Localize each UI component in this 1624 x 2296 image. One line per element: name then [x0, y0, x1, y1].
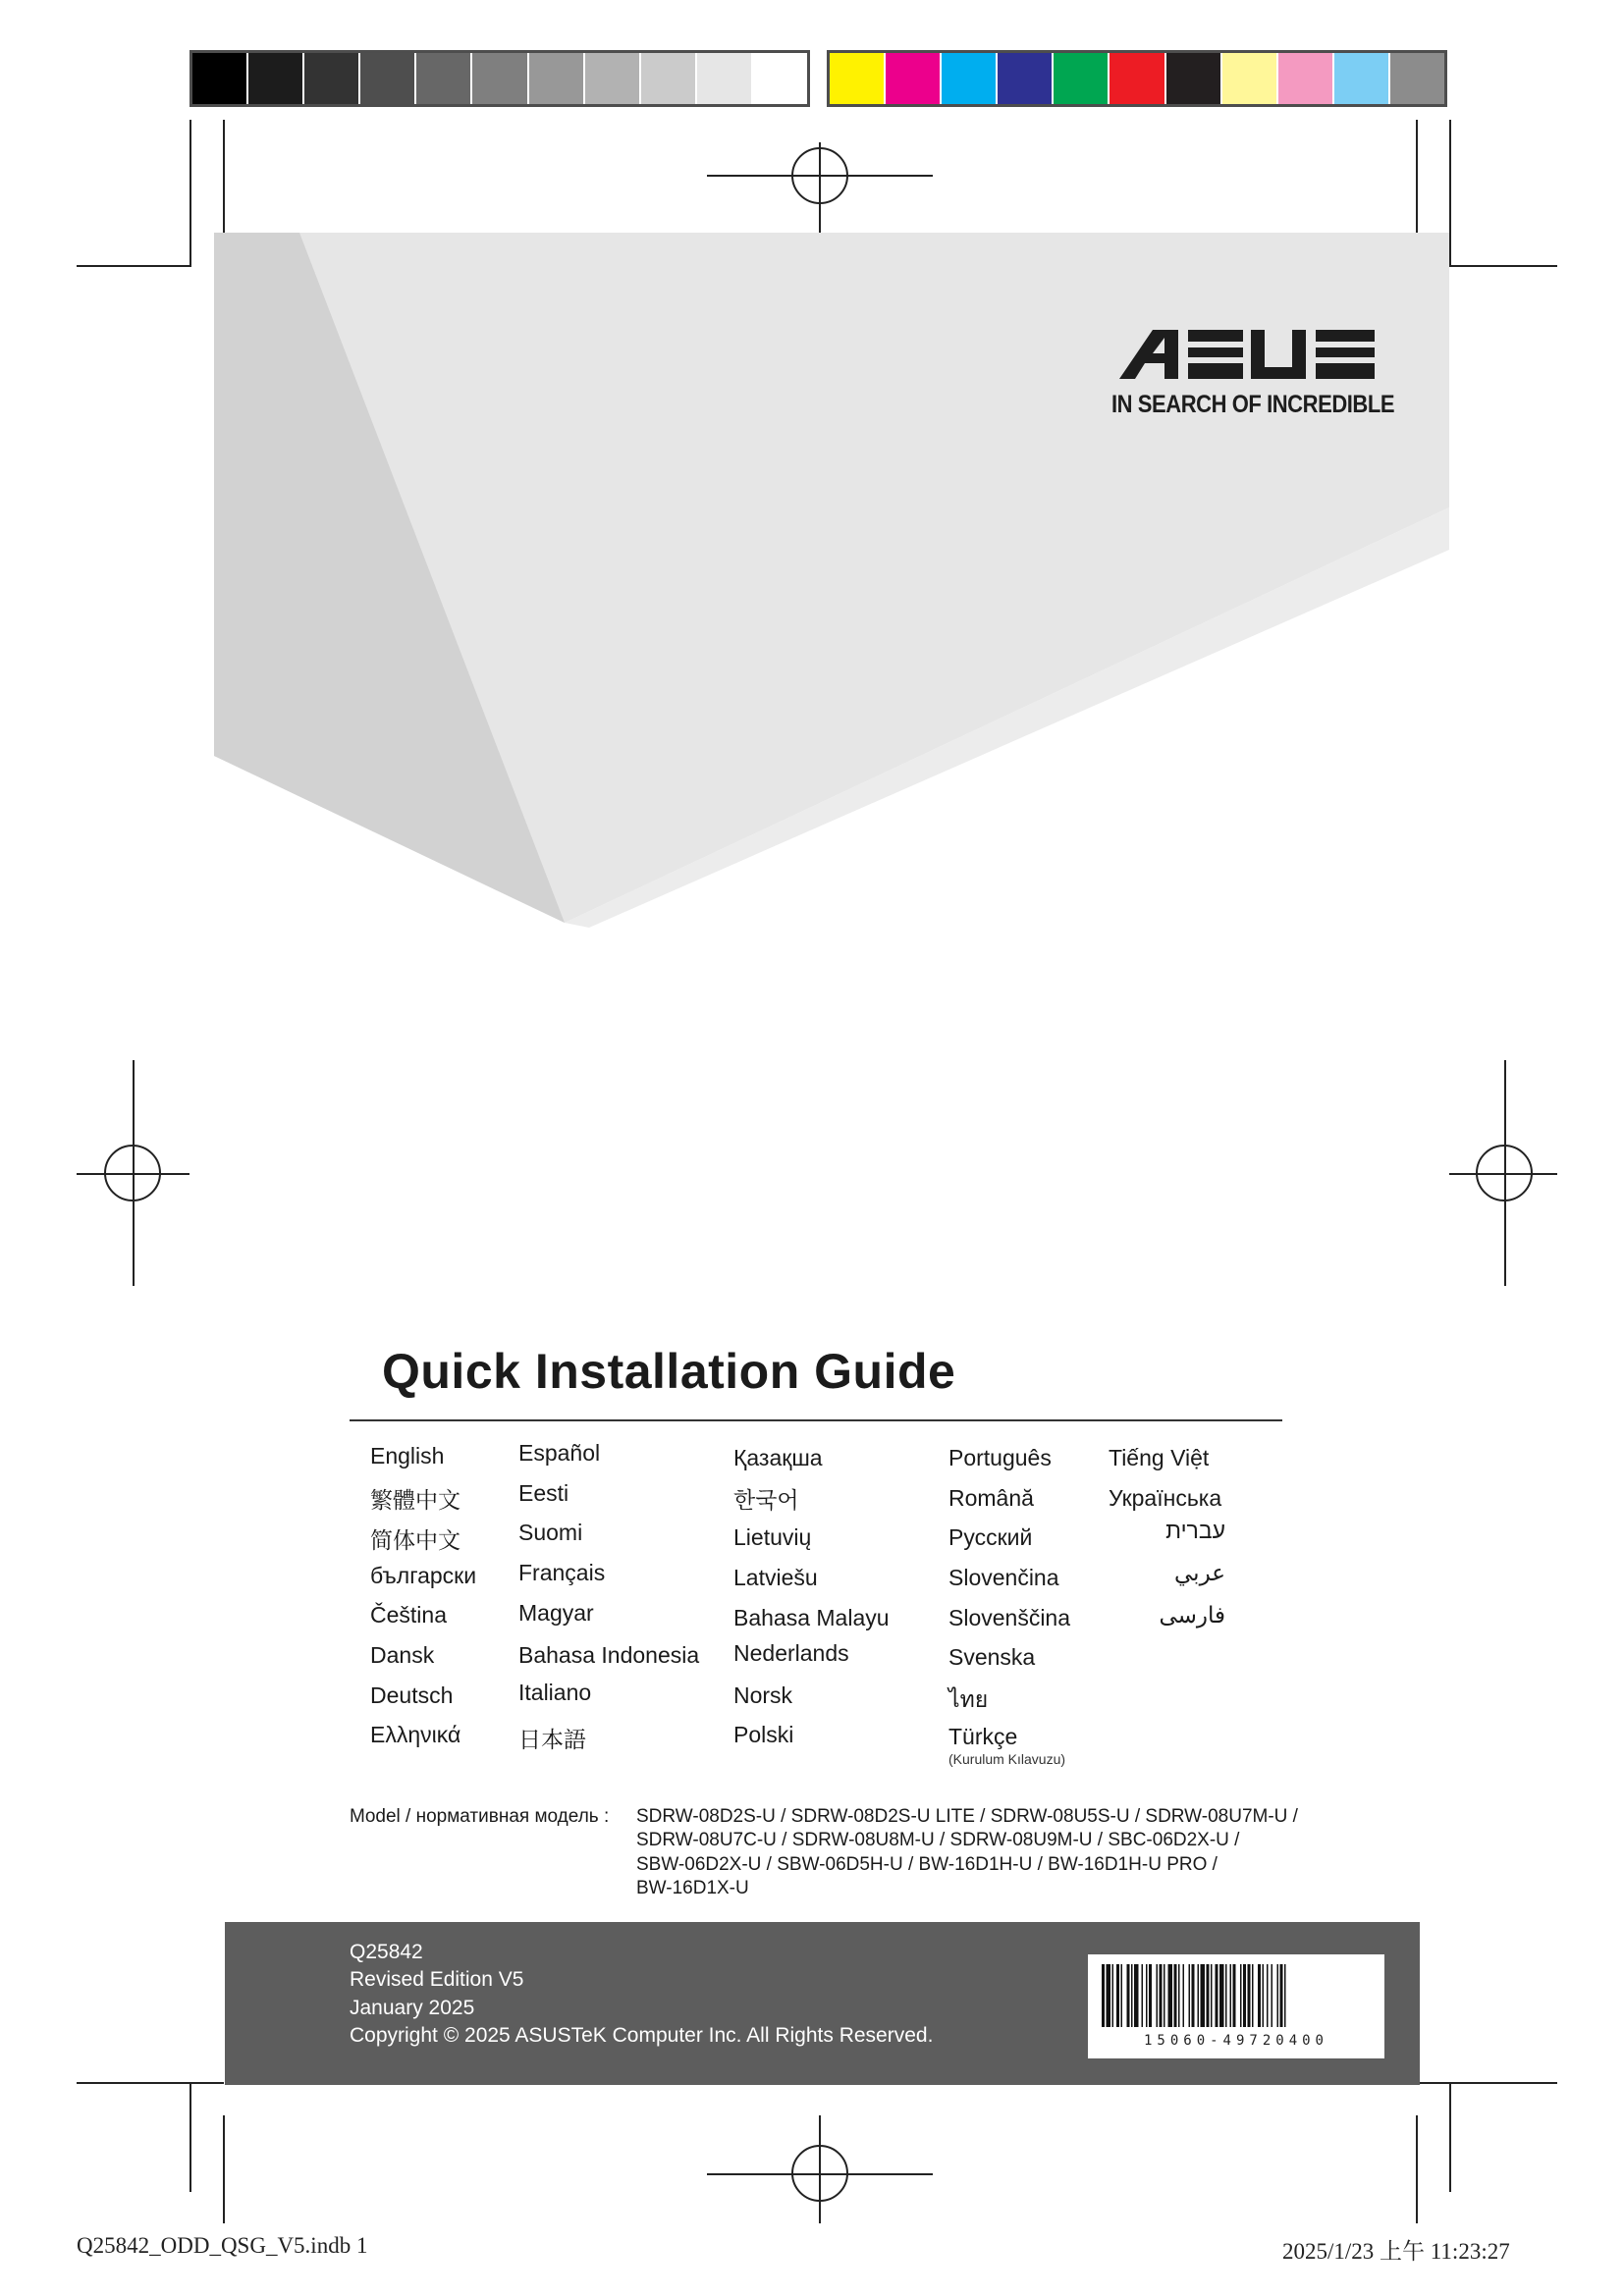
lang-cs: Čeština [370, 1602, 447, 1628]
lang-sl: Slovenščina [948, 1605, 1071, 1630]
lang-id: Bahasa Indonesia [518, 1642, 700, 1668]
lang-ru: Русский [948, 1524, 1033, 1550]
edition-label: Revised Edition V5 [350, 1968, 524, 1991]
lang-el: Ελληνικά [370, 1722, 461, 1747]
barcode-bar [1219, 1964, 1224, 2027]
lang-et: Eesti [518, 1480, 569, 1506]
lang-fi: Suomi [518, 1520, 583, 1545]
barcode-bar [1102, 1964, 1105, 2027]
barcode-bar [1107, 1964, 1111, 2027]
barcode-bar [1277, 1964, 1279, 2027]
barcode-bar [1142, 1964, 1144, 2027]
lang-ko: 한국어 [733, 1487, 799, 1513]
barcode-bar [1207, 1964, 1210, 2027]
model-line-2: SDRW-08U7C-U / SDRW-08U8M-U / SDRW-08U9M-U / SBC-06D2X-U / [636, 1830, 1240, 1850]
lang-tr-note: (Kurulum Kılavuzu) [948, 1751, 1066, 1767]
barcode-bar [1248, 1964, 1251, 2027]
page-title: Quick Installation Guide [382, 1344, 956, 1399]
lang-lv: Latviešu [733, 1565, 818, 1590]
barcode-bar [1112, 1964, 1114, 2027]
barcode-bar [1216, 1964, 1218, 2027]
barcode-digits: 15060-49720400 [1143, 2033, 1328, 2049]
barcode-bar [1168, 1964, 1173, 2027]
barcode-bar [1189, 1964, 1191, 2027]
barcode-bar [1233, 1964, 1236, 2027]
barcode-bar [1178, 1964, 1180, 2027]
lang-sk: Slovenčina [948, 1565, 1059, 1590]
barcode-bar [1267, 1964, 1269, 2027]
barcode-bar [1198, 1964, 1200, 2027]
barcode-bar [1160, 1964, 1163, 2027]
barcode-bar [1243, 1964, 1246, 2027]
barcode-bar [1230, 1964, 1232, 2027]
print-slug-timestamp: 2025/1/23 上午 11:23:27 [1282, 2239, 1510, 2264]
lang-uk: Українська [1109, 1485, 1222, 1511]
lang-zh-cn: 简体中文 [370, 1527, 460, 1553]
print-slug-file: Q25842_ODD_QSG_V5.indb 1 [77, 2233, 368, 2258]
model-line-4: BW-16D1X-U [636, 1878, 749, 1898]
lang-it: Italiano [518, 1680, 592, 1705]
lang-tr: Türkçe [948, 1724, 1018, 1749]
lang-da: Dansk [370, 1642, 435, 1668]
lang-no: Norsk [733, 1682, 793, 1708]
barcode-bar [1116, 1964, 1119, 2027]
barcode-bar [1284, 1964, 1286, 2027]
brand-tagline: IN SEARCH OF INCREDIBLE [1111, 391, 1395, 418]
barcode-bar [1252, 1964, 1254, 2027]
barcode-bars [1088, 1954, 1384, 2033]
lang-fa: فارسی [1159, 1602, 1225, 1628]
lang-ms: Bahasa Malayu [733, 1605, 890, 1630]
barcode-bar [1272, 1964, 1273, 2027]
lang-hu: Magyar [518, 1600, 594, 1626]
lang-he: עברית [1165, 1518, 1225, 1543]
lang-bg: български [370, 1563, 477, 1588]
barcode-bar [1134, 1964, 1139, 2027]
barcode-bar [1157, 1964, 1159, 2027]
cover-graphic [0, 0, 1624, 942]
barcode-bar [1211, 1964, 1213, 2027]
barcode-bar [1149, 1964, 1152, 2027]
barcode [1088, 1954, 1384, 2058]
lang-zh-tw: 繁體中文 [370, 1487, 460, 1513]
lang-pt: Português [948, 1445, 1052, 1470]
lang-ar: عربي [1174, 1560, 1225, 1585]
lang-lt: Lietuvių [733, 1524, 812, 1550]
lang-fr: Français [518, 1560, 606, 1585]
lang-ro: Română [948, 1485, 1034, 1511]
barcode-bar [1263, 1964, 1265, 2027]
model-label: Model / нормативная модель : [350, 1806, 610, 1827]
asus-logo [1110, 324, 1384, 387]
lang-nl: Nederlands [733, 1640, 849, 1666]
copyright-notice: Copyright © 2025 ASUSTeK Computer Inc. All Rights Reserved. [350, 2024, 934, 2047]
release-date: January 2025 [350, 1997, 475, 2019]
model-line-3: SBW-06D2X-U / SBW-06D5H-U / BW-16D1H-U / BW-16D1H-U PRO / [636, 1854, 1218, 1875]
lang-en: English [370, 1443, 445, 1468]
barcode-bar [1131, 1964, 1133, 2027]
title-divider [350, 1419, 1282, 1421]
barcode-bar [1164, 1964, 1165, 2027]
barcode-bar [1146, 1964, 1148, 2027]
lang-vi: Tiếng Việt [1109, 1445, 1210, 1470]
barcode-bar [1192, 1964, 1195, 2027]
barcode-bar [1121, 1964, 1123, 2027]
lang-es: Español [518, 1440, 601, 1466]
barcode-bar [1201, 1964, 1206, 2027]
lang-sv: Svenska [948, 1644, 1036, 1670]
barcode-bar [1183, 1964, 1185, 2027]
barcode-bar [1225, 1964, 1227, 2027]
lang-kk: Қазақша [733, 1445, 823, 1470]
barcode-bar [1174, 1964, 1177, 2027]
document-code: Q25842 [350, 1941, 423, 1963]
barcode-bar [1258, 1964, 1261, 2027]
barcode-bar [1280, 1964, 1283, 2027]
barcode-bar [1240, 1964, 1242, 2027]
barcode-bar [1127, 1964, 1130, 2027]
lang-pl: Polski [733, 1722, 794, 1747]
lang-th: ไทย [948, 1686, 989, 1712]
lang-ja: 日本語 [518, 1727, 586, 1752]
lang-de: Deutsch [370, 1682, 454, 1708]
model-line-1: SDRW-08D2S-U / SDRW-08D2S-U LITE / SDRW-08U5S-U / SDRW-08U7M-U / [636, 1806, 1298, 1827]
